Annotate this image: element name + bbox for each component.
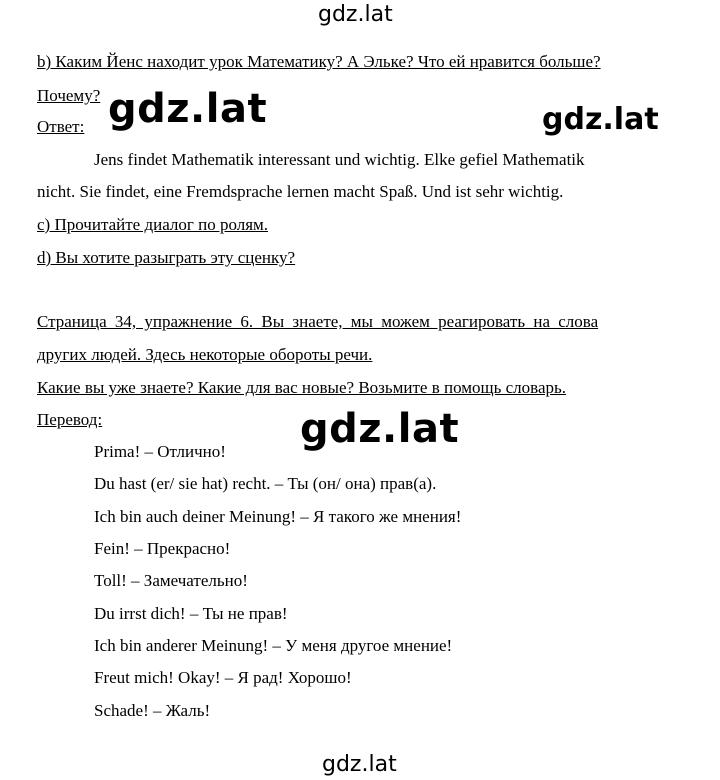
phrase-item: Freut mich! Okay! – Я рад! Хорошо! [94,668,352,687]
answer-line1: Jens findet Mathematik interessant und wichtig. Elke gefiel Mathematik [94,150,585,169]
watermark-right: gdz.lat [542,102,659,137]
question-b-line1: b) Каким Йенс находит урок Математику? А Эльке? Что ей нравится больше? [37,52,601,71]
watermark-left: gdz.lat [108,86,268,132]
phrase-item: Prima! – Отлично! [94,442,226,461]
watermark-center: gdz.lat [300,406,460,452]
phrase-item: Du irrst dich! – Ты не прав! [94,604,288,623]
watermark-bottom: gdz.lat [322,752,397,777]
exercise-title-line2: других людей. Здесь некоторые обороты речи. [37,345,373,364]
task-d: d) Вы хотите разыграть эту сценку? [37,248,296,267]
translation-label: Перевод: [37,410,103,429]
phrase-item: Toll! – Замечательно! [94,571,248,590]
phrase-item: Fein! – Прекрасно! [94,539,231,558]
phrase-item: Ich bin auch deiner Meinung! – Я такого же мнения! [94,507,462,526]
exercise-title-line1: Страница 34, упражнение 6. Вы знаете, мы можем реагировать на слова [37,312,599,331]
answer-label: Ответ: [37,117,85,136]
exercise-title-line3: Какие вы уже знаете? Какие для вас новые? Возьмите в помощь словарь. [37,378,566,397]
phrase-item: Schade! – Жаль! [94,701,211,720]
phrase-item: Ich bin anderer Meinung! – У меня другое мнение! [94,636,453,655]
answer-line2: nicht. Sie findet, eine Fremdsprache lernen macht Spaß. Und ist sehr wichtig. [37,182,564,201]
question-b-line2: Почему? [37,86,101,105]
phrase-item: Du hast (er/ sie hat) recht. – Ты (он/ она) прав(а). [94,474,437,493]
watermark-top: gdz.lat [318,2,393,27]
task-c: c) Прочитайте диалог по ролям. [37,215,269,234]
